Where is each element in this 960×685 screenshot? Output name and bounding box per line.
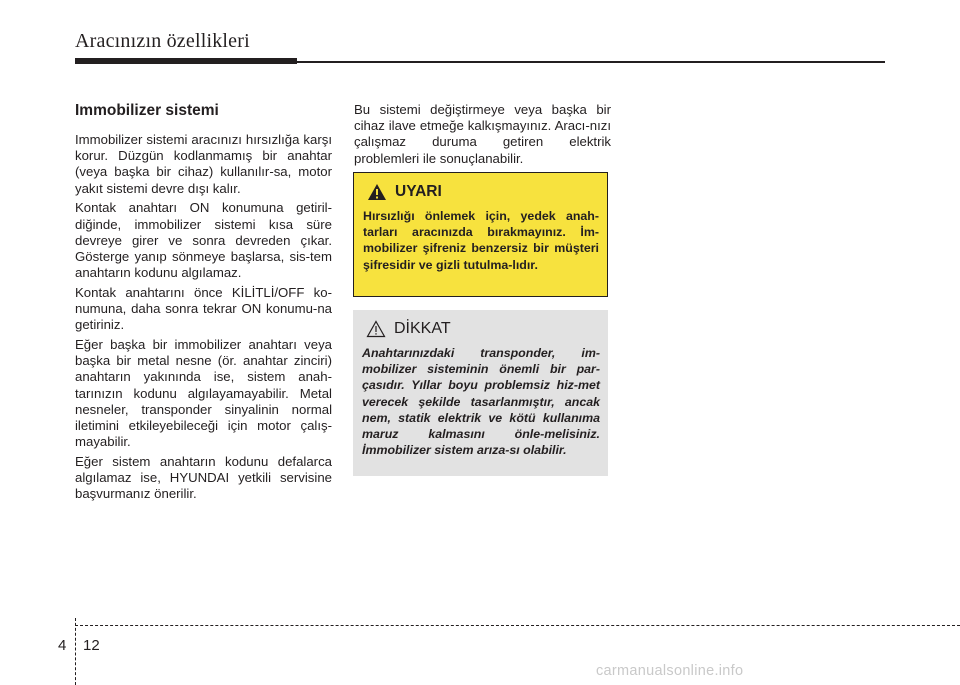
left-column [75,102,332,506]
page-number: 12 [83,637,100,654]
section-heading: Immobilizer sistemi [75,102,219,119]
caution-header [362,320,600,338]
warning-header [363,183,599,201]
caution-text: Anahtarınızdaki transponder, im-mobilizer sisteminin önemli bir par-çasıdır. Yıllar boyu problemsiz hiz-met verecek şekilde tasarlanmıştır, ancak nem, statik elektrik ve kötü kullanıma maruz kalmasını önle-melisiniz. İmmobilizer sistem arıza-sı olabilir. [362,346,600,458]
footer-horizontal-rule [75,625,960,626]
paragraph: Eğer sistem anahtarın kodunu defalarca algılamaz ise, HYUNDAI yetkili servisine başvurmanız önerilir. [75,453,332,502]
paragraph: Kontak anahtarı ON konumuna getiril-diğinde, immobilizer sistemi kısa süre devreye girer ve sonra devreden çıkar. Gösterge yanıp sönmeye başlarsa, sis-tem anahtarın kodunu algılamaz. [75,200,332,281]
caution-box [353,310,608,476]
chapter-title: Aracınızın özellikleri [75,30,250,52]
paragraph: Immobilizer sistemi aracınızı hırsızlığa karşı korur. Düzgün kodlanmamış bir anahtar (veya başka bir cihaz) kullanılır-sa, motor yakıt sistemi devre dışı kalır. [75,132,332,196]
caution-label: DİKKAT [394,320,451,337]
page-chapter-number: 4 [58,637,67,654]
caution-triangle-icon [366,320,386,338]
intro-paragraph: Bu sistemi değiştirmeye veya başka bir cihaz ilave etmeğe kalkışmayınız. Aracı-nızı çalışmaz duruma getiren elektrik problemleri ile sonuçlanabilir. [354,102,611,166]
header-rule-thick [75,58,297,64]
paragraph: Eğer başka bir immobilizer anahtarı veya başka bir metal nesne (ör. anahtar zinciri) anahtarın yakınında ise, sistem anah-tarınızın kodunu algılayamayabilir. Metal nesneler, transponder sinyalinin normal iletimini etkileyebileceği için motor çalış-mayabilir. [75,336,332,450]
right-column [354,102,611,170]
paragraph: Kontak anahtarını önce KİLİTLİ/OFF ko-numuna, daha sonra tekrar ON konumu-na getiriniz. [75,284,332,333]
warning-text: Hırsızlığı önlemek için, yedek anah-tarları aracınızda bırakmayınız. İm-mobilizer şifreniz benzersiz bir müşteri şifresidir ve gizli tutulma-lıdır. [363,209,599,272]
watermark: carmanualsonline.info [596,663,744,679]
warning-triangle-icon [367,183,387,201]
header-rule-thin [297,61,885,63]
warning-box [353,172,608,297]
warning-label: UYARI [395,183,442,200]
footer-vertical-rule [75,618,76,685]
